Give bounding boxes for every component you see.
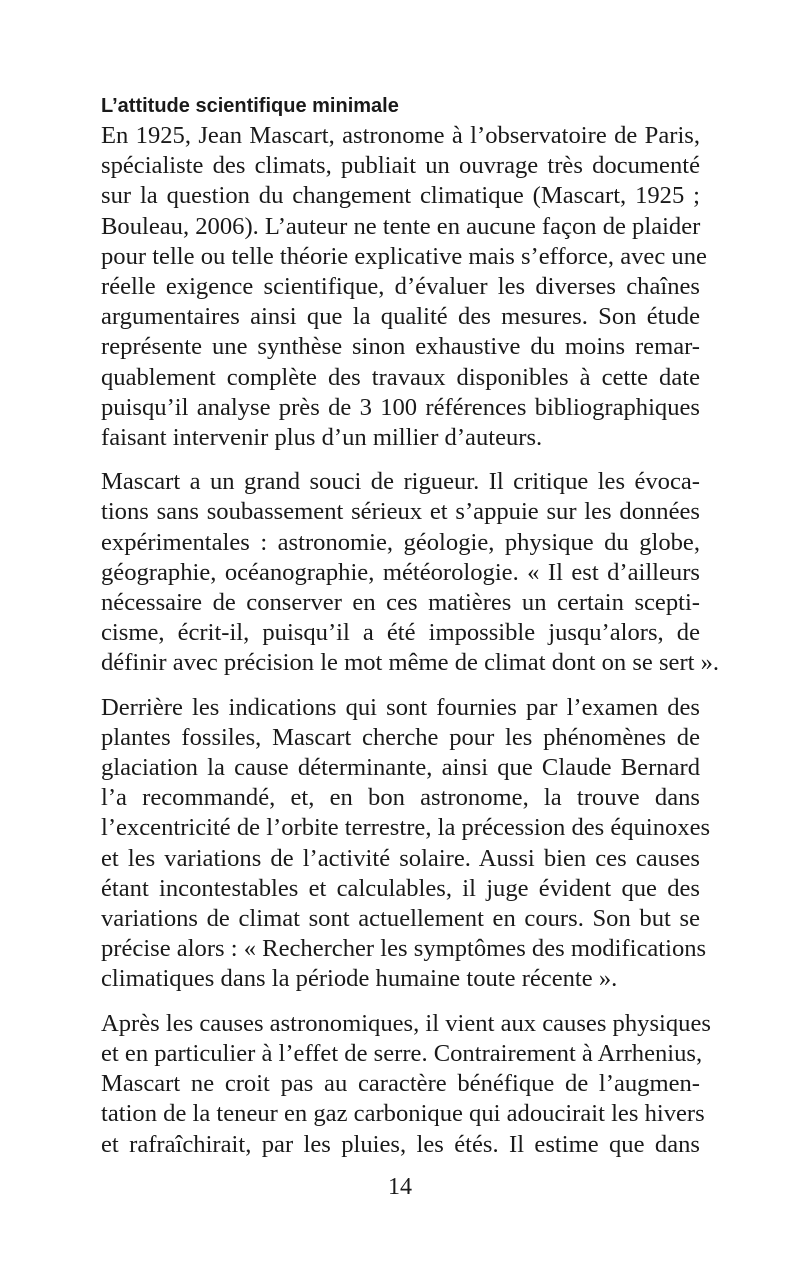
text-line: plantes fossiles, Mascart cherche pour les phénomènes de: [101, 723, 700, 751]
text-line: spécialiste des climats, publiait un ouvrage très documenté: [101, 152, 700, 180]
paragraph-2: [101, 467, 720, 678]
text-line: l’a recommandé, et, en bon astronome, la trouve dans: [101, 784, 700, 812]
text-line: quablement complète des travaux disponibles à cette date: [101, 363, 700, 391]
page-number: 14: [388, 1174, 412, 1200]
text-line: expérimentales : astronomie, géologie, physique du globe,: [101, 528, 700, 556]
paragraph-4: [101, 1009, 711, 1160]
text-line: faisant intervenir plus d’un millier d’auteurs.: [101, 424, 543, 452]
body-text: [101, 121, 720, 1174]
paragraph-1: [101, 121, 707, 453]
paragraph-3: [101, 693, 711, 995]
text-line: En 1925, Jean Mascart, astronome à l’observatoire de Paris,: [101, 122, 700, 149]
text-line: précise alors : « Rechercher les symptômes des modifications: [101, 935, 707, 963]
text-line: climatiques dans la période humaine toute récente ».: [101, 965, 618, 993]
text-line: représente une synthèse sinon exhaustive du moins remar-: [101, 333, 700, 361]
text-line: nécessaire de conserver en ces matières un certain scepti-: [101, 589, 700, 617]
text-line: et en particulier à l’effet de serre. Contrairement à Arrhenius,: [101, 1039, 703, 1067]
text-line: argumentaires ainsi que la qualité des mesures. Son étude: [101, 303, 700, 331]
text-line: tions sans soubassement sérieux et s’appuie sur les données: [101, 498, 700, 526]
text-line: et les variations de l’activité solaire. Aussi bien ces causes: [101, 844, 700, 872]
text-line: sur la question du changement climatique (Mascart, 1925 ;: [101, 182, 700, 210]
text-line: pour telle ou telle théorie explicative mais s’efforce, avec une: [101, 242, 707, 270]
section-heading: L’attitude scientifique minimale: [101, 95, 399, 117]
text-line: Mascart ne croit pas au caractère bénéfique de l’augmen-: [101, 1070, 700, 1098]
text-line: Mascart a un grand souci de rigueur. Il critique les évoca-: [101, 468, 700, 496]
text-line: et rafraîchirait, par les pluies, les étés. Il estime que dans: [101, 1130, 700, 1158]
text-line: définir avec précision le mot même de climat dont on se sert ».: [101, 649, 720, 677]
text-line: l’excentricité de l’orbite terrestre, la précession des équinoxes: [101, 814, 711, 842]
text-line: cisme, écrit-il, puisqu’il a été impossible jusqu’alors, de: [101, 619, 700, 647]
text-line: puisqu’il analyse près de 3 100 références bibliographiques: [101, 393, 700, 421]
text-line: tation de la teneur en gaz carbonique qui adoucirait les hivers: [101, 1100, 705, 1128]
text-line: glaciation la cause déterminante, ainsi que Claude Bernard: [101, 754, 700, 782]
text-line: Bouleau, 2006). L’auteur ne tente en aucune façon de plaider: [101, 212, 701, 240]
text-line: réelle exigence scientifique, d’évaluer les diverses chaînes: [101, 273, 700, 301]
text-line: géographie, océanographie, météorologie. « Il est d’ailleurs: [101, 558, 700, 586]
text-line: Après les causes astronomiques, il vient aux causes physiques: [101, 1009, 711, 1037]
text-line: Derrière les indications qui sont fournies par l’examen des: [101, 693, 700, 721]
text-line: variations de climat sont actuellement en cours. Son but se: [101, 905, 700, 933]
text-line: étant incontestables et calculables, il juge évident que des: [101, 874, 700, 902]
